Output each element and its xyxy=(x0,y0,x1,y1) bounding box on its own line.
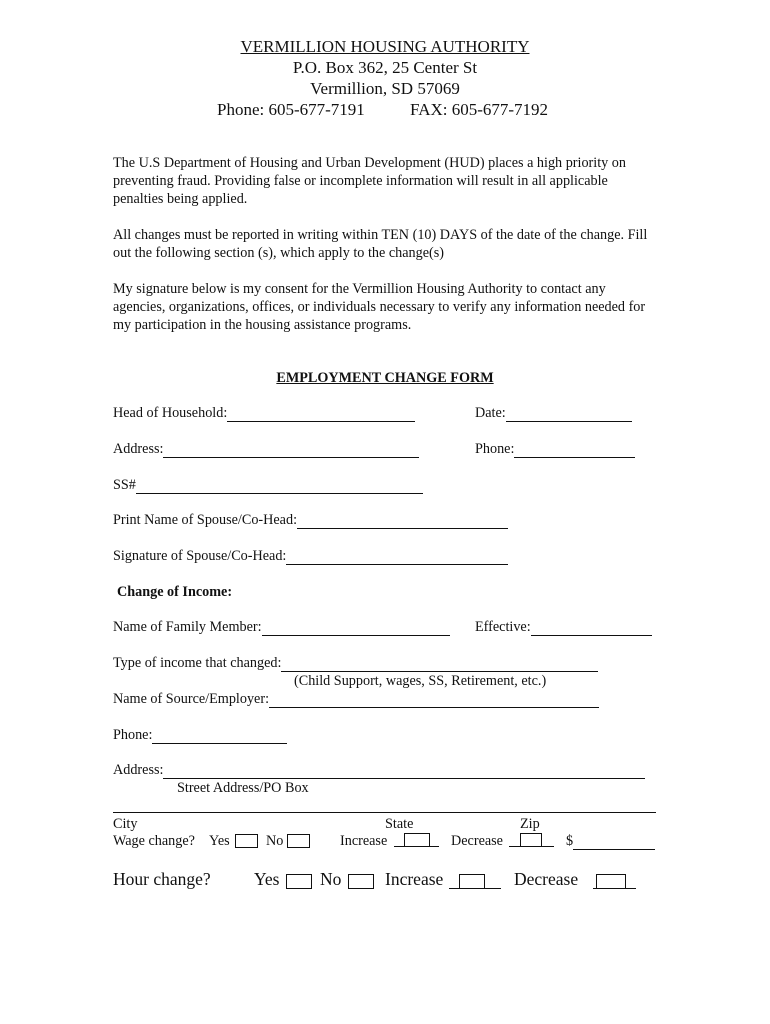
hour-no-label: No xyxy=(320,869,342,889)
employer-phone-line[interactable] xyxy=(152,729,287,744)
org-name: VERMILLION HOUSING AUTHORITY xyxy=(240,37,530,56)
address-line-1: P.O. Box 362, 25 Center St xyxy=(292,58,478,77)
address-line-2: Vermillion, SD 57069 xyxy=(310,79,460,98)
phone-field[interactable] xyxy=(475,440,635,458)
fraud-paragraph: The U.S Department of Housing and Urban Development (HUD) places a high priority on preventing fraud. Providing false or incomplete information will result in all applicable penalties being applied. xyxy=(113,155,626,207)
wage-increase-label: Increase xyxy=(340,833,388,849)
wage-decrease-label: Decrease xyxy=(451,833,503,849)
phone-line[interactable] xyxy=(514,443,635,458)
effective-field[interactable] xyxy=(475,618,652,636)
employer-address-line[interactable] xyxy=(163,764,645,779)
phone-label: Phone: xyxy=(475,441,515,457)
changes-paragraph: All changes must be reported in writing within TEN (10) DAYS of the date of the change. Fill out the following section (s), which apply to the change(s) xyxy=(113,227,648,261)
ssn-field[interactable] xyxy=(113,476,423,494)
wage-amount-field[interactable] xyxy=(566,832,655,850)
employer-field[interactable] xyxy=(113,690,599,708)
hour-yes-checkbox[interactable] xyxy=(286,874,312,889)
head-of-household-label: Head of Household: xyxy=(113,405,228,421)
income-type-hint: (Child Support, wages, SS, Retirement, etc.) xyxy=(294,673,547,689)
zip-label: Zip xyxy=(520,816,540,832)
employer-address-field[interactable] xyxy=(113,761,645,779)
wage-increase-checkbox[interactable] xyxy=(404,833,430,847)
address-label: Address: xyxy=(113,441,164,457)
hour-decrease-label: Decrease xyxy=(514,869,579,889)
family-member-label: Name of Family Member: xyxy=(113,619,262,635)
phone-number: Phone: 605-677-7191 xyxy=(217,100,365,119)
wage-no-checkbox[interactable] xyxy=(287,834,310,848)
employer-line[interactable] xyxy=(269,693,599,708)
form-title: EMPLOYMENT CHANGE FORM xyxy=(276,370,494,386)
employer-phone-field[interactable] xyxy=(113,726,287,744)
income-type-field[interactable] xyxy=(113,654,598,672)
head-of-household-field[interactable] xyxy=(113,404,415,422)
wage-no-label: No xyxy=(266,833,284,849)
city-state-zip-line[interactable] xyxy=(113,812,656,813)
wage-decrease-checkbox[interactable] xyxy=(520,833,542,847)
dollar-label: $ xyxy=(566,833,574,849)
wage-yes-checkbox[interactable] xyxy=(235,834,258,848)
date-line[interactable] xyxy=(506,407,632,422)
hour-change-label: Hour change? xyxy=(113,869,211,889)
employer-label: Name of Source/Employer: xyxy=(113,691,270,707)
spouse-signature-field[interactable] xyxy=(113,547,508,565)
state-label: State xyxy=(385,816,414,832)
income-type-label: Type of income that changed: xyxy=(113,655,282,671)
date-field[interactable] xyxy=(475,404,632,422)
hour-decrease-checkbox[interactable] xyxy=(596,874,626,889)
consent-paragraph: My signature below is my consent for the Vermillion Housing Authority to contact any agencies, organizations, offices, or individuals necessary to verify any information needed for my participation in the housing assistance programs. xyxy=(113,281,646,333)
fax-number: FAX: 605-677-7192 xyxy=(410,100,549,119)
hour-increase-label: Increase xyxy=(385,869,444,889)
ssn-line[interactable] xyxy=(136,479,423,494)
address-field[interactable] xyxy=(113,440,419,458)
spouse-signature-label: Signature of Spouse/Co-Head: xyxy=(113,548,287,564)
hour-yes-label: Yes xyxy=(254,869,280,889)
street-hint: Street Address/PO Box xyxy=(177,780,309,796)
city-label: City xyxy=(113,816,138,832)
spouse-print-field[interactable] xyxy=(113,511,508,529)
date-label: Date: xyxy=(475,405,506,421)
hour-increase-checkbox[interactable] xyxy=(459,874,485,889)
wage-yes-label: Yes xyxy=(209,833,230,849)
income-type-line[interactable] xyxy=(281,657,598,672)
family-member-field[interactable] xyxy=(113,618,450,636)
wage-amount-line[interactable] xyxy=(573,835,655,850)
spouse-print-label: Print Name of Spouse/Co-Head: xyxy=(113,512,298,528)
employer-address-label: Address: xyxy=(113,762,164,778)
spouse-print-line[interactable] xyxy=(297,514,508,529)
employer-phone-label: Phone: xyxy=(113,727,153,743)
effective-line[interactable] xyxy=(531,621,652,636)
wage-change-label: Wage change? xyxy=(113,833,195,849)
hour-no-checkbox[interactable] xyxy=(348,874,374,889)
head-of-household-line[interactable] xyxy=(227,407,415,422)
family-member-line[interactable] xyxy=(262,621,450,636)
effective-label: Effective: xyxy=(475,619,531,635)
ssn-label: SS# xyxy=(113,477,136,493)
address-line[interactable] xyxy=(163,443,419,458)
spouse-signature-line[interactable] xyxy=(286,550,508,565)
change-of-income-heading: Change of Income: xyxy=(117,584,233,600)
